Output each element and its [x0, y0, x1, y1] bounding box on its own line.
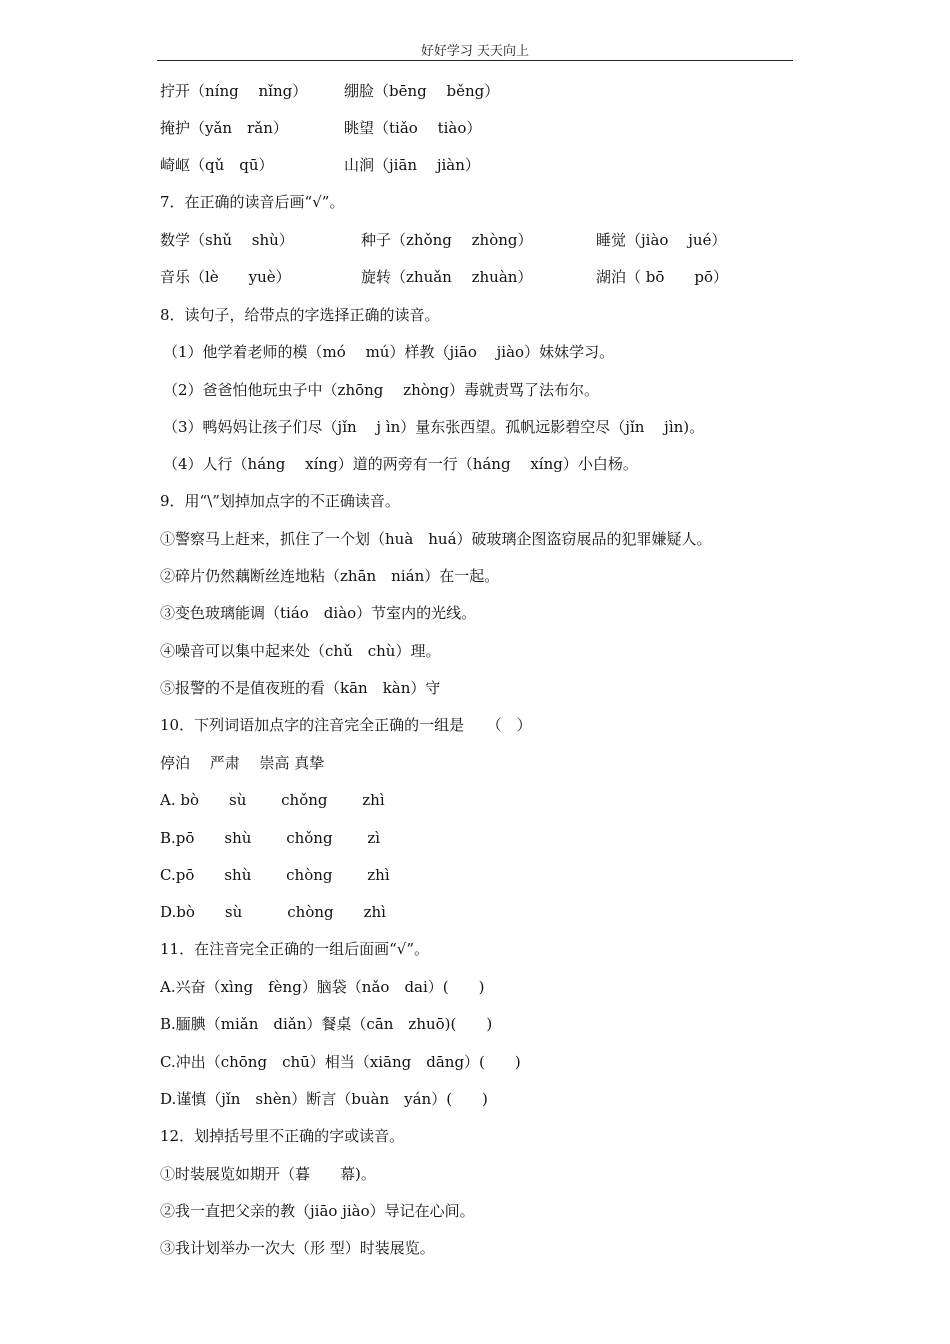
question-10-title: 10．下列词语加点字的注音完全正确的一组是 （ ） [160, 716, 532, 734]
q10-option: A. bò sù chǒng zhì [160, 791, 385, 809]
q10-words: 停泊 严肃 崇高 真挚 [160, 754, 325, 772]
question-12-title: 12．划掉括号里不正确的字或读音。 [160, 1127, 405, 1145]
q7-item: 睡觉（jiào jué） [596, 231, 727, 249]
q9-item: ③变色玻璃能调（tiáo diào）节室内的光线。 [160, 604, 477, 622]
q10-option: D.bò sù chòng zhì [160, 903, 386, 921]
question-9-title: 9．用“\”划掉加点字的不正确读音。 [160, 492, 400, 510]
header-rule [157, 60, 793, 61]
q9-item: ⑤报警的不是值夜班的看（kān kàn）守 [160, 679, 441, 697]
q12-item: ③我计划举办一次大（形 型）时装展览。 [160, 1239, 435, 1257]
q8-item: （1）他学着老师的模（mó mú）样教（jiāo jiào）妹妹学习。 [163, 343, 615, 361]
q7-item: 音乐（lè yuè） [160, 268, 291, 286]
q6-item: 拧开（níng nǐng） [160, 82, 308, 100]
q10-option: B.pō shù chǒng zì [160, 829, 381, 847]
q8-item: （3）鸭妈妈让孩子们尽（jǐn j ìn）量东张西望。孤帆远影碧空尽（jǐn jìn)。 [163, 418, 705, 436]
q7-item: 数学（shǔ shù） [160, 231, 294, 249]
q12-item: ②我一直把父亲的教（jiāo jiào）导记在心间。 [160, 1202, 475, 1220]
q10-option: C.pō shù chòng zhì [160, 866, 390, 884]
q6-item: 掩护（yǎn rǎn） [160, 119, 288, 137]
q6-item: 山涧（jiān jiàn） [344, 156, 480, 174]
q9-item: ②碎片仍然藕断丝连地粘（zhān nián）在一起。 [160, 567, 500, 585]
q7-item: 旋转（zhuǎn zhuàn） [361, 268, 533, 286]
q8-item: （4）人行（háng xíng）道的两旁有一行（háng xíng）小白杨。 [163, 455, 638, 473]
q11-option: B.腼腆（miǎn diǎn）餐桌（cān zhuō)( ) [160, 1015, 493, 1033]
question-7-title: 7．在正确的读音后画“√”。 [160, 193, 345, 211]
question-11-title: 11．在注音完全正确的一组后面画“√”。 [160, 940, 429, 958]
page-header: 好好学习 天天向上 [420, 44, 530, 59]
question-8-title: 8．读句子，给带点的字选择正确的读音。 [160, 306, 440, 324]
q6-item: 眺望（tiǎo tiào） [344, 119, 482, 137]
q6-item: 崎岖（qǔ qū） [160, 156, 274, 174]
q8-item: （2）爸爸怕他玩虫子中（zhōng zhòng）毒就责骂了法布尔。 [163, 381, 600, 399]
q6-item: 绷脸（bēng běng） [344, 82, 500, 100]
q9-item: ①警察马上赶来，抓住了一个划（huà huá）破玻璃企图盗窃展品的犯罪嫌疑人。 [160, 530, 712, 548]
q7-item: 湖泊（ bō pō） [596, 268, 729, 286]
q11-option: A.兴奋（xìng fèng）脑袋（nǎo dai）( ) [160, 978, 485, 996]
q11-option: C.冲出（chōng chū）相当（xiāng dāng）( ) [160, 1053, 521, 1071]
q9-item: ④噪音可以集中起来处（chǔ chù）理。 [160, 642, 441, 660]
q11-option: D.谨慎（jǐn shèn）断言（buàn yán）( ) [160, 1090, 488, 1108]
q12-item: ①时装展览如期开（暮 幕)。 [160, 1165, 376, 1183]
q7-item: 种子（zhǒng zhòng） [361, 231, 533, 249]
